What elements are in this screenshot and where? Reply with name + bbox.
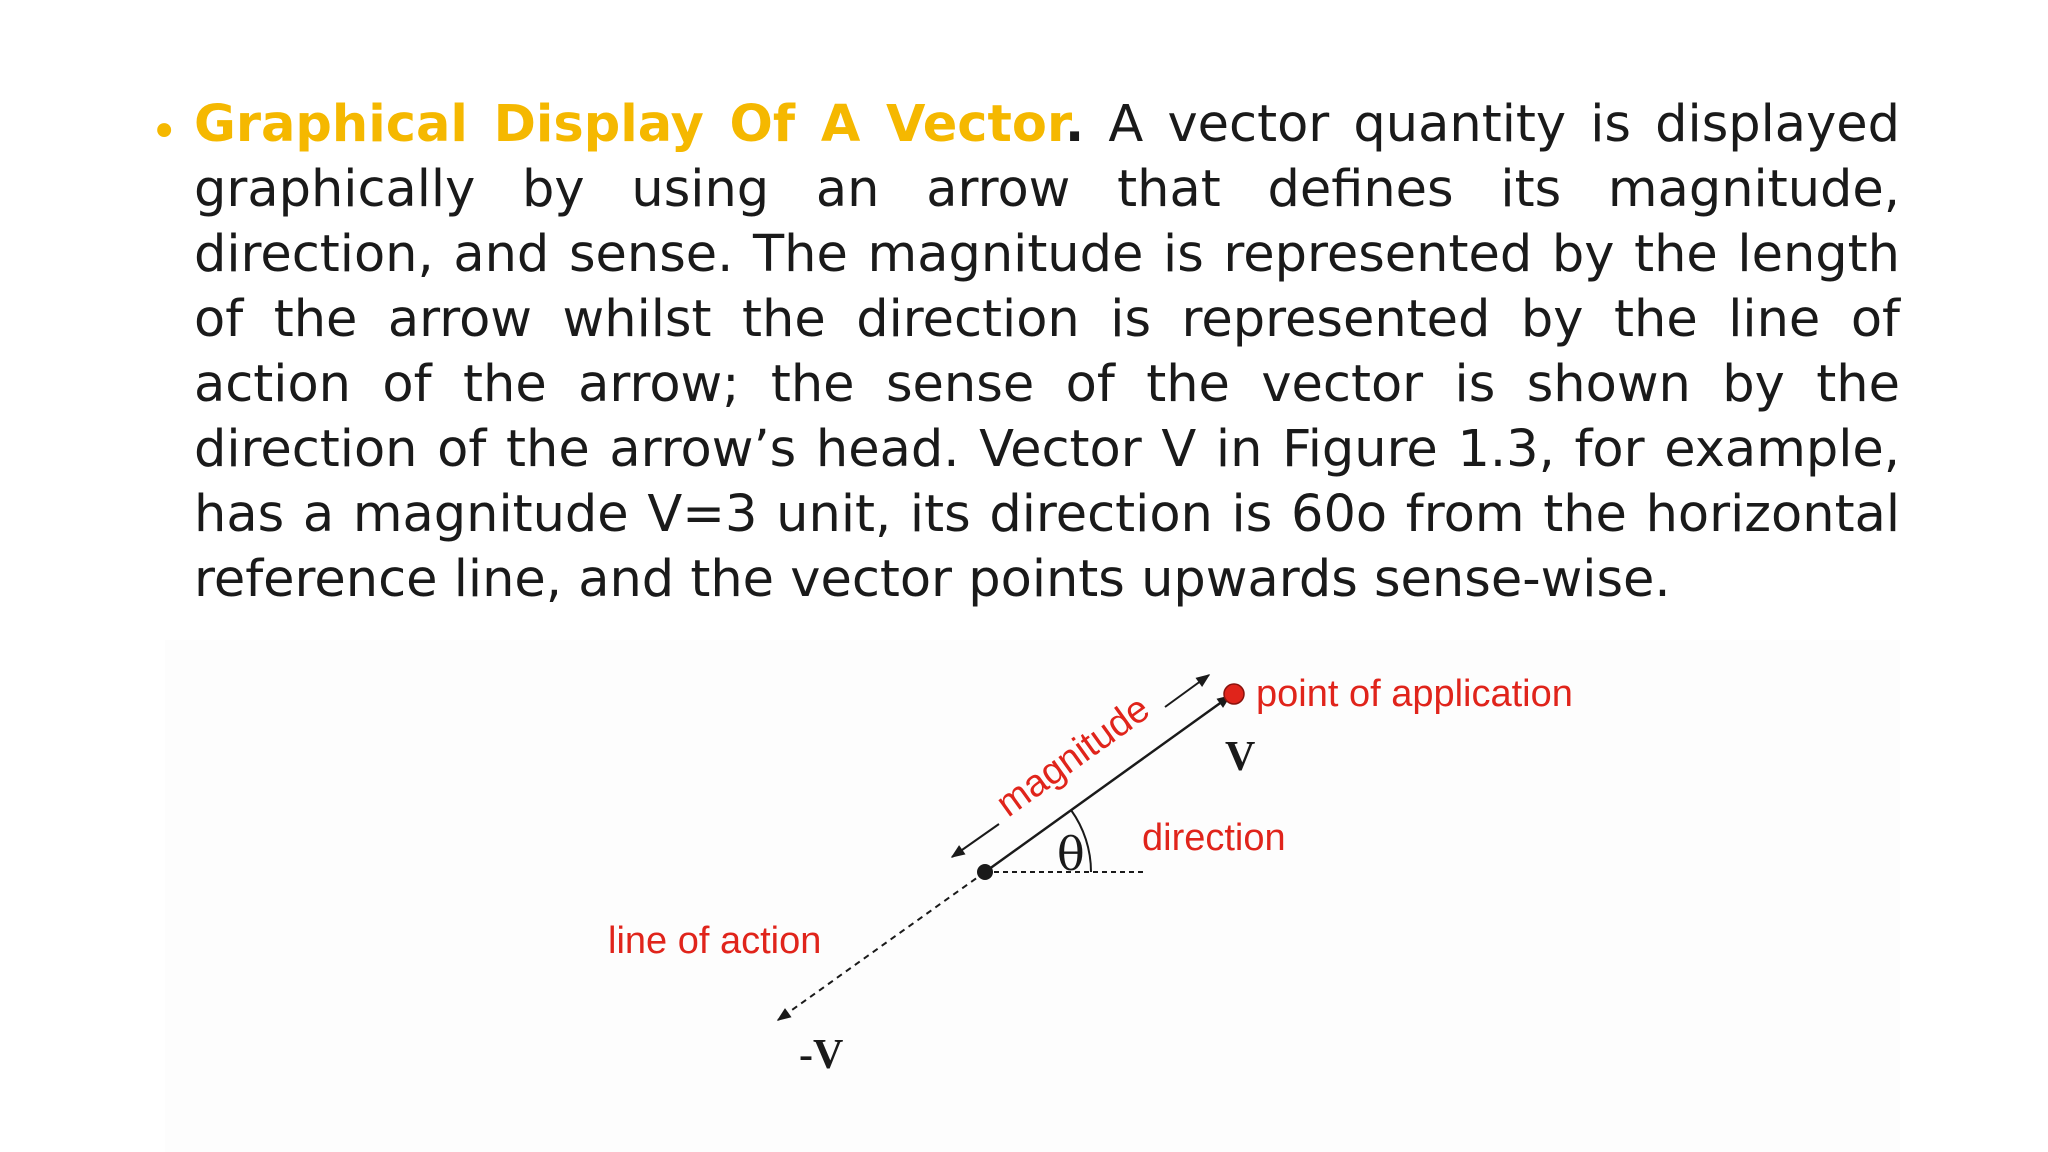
bullet-heading: Graphical Display Of A Vector: [194, 95, 1065, 154]
label-point-of-application: point of application: [1256, 673, 1573, 715]
label-theta: θ: [1057, 827, 1085, 881]
bullet-dot-icon: •: [150, 104, 179, 160]
tail-point: [977, 864, 993, 880]
vector-diagram: [165, 640, 1900, 1152]
bullet-heading-terminator: .: [1064, 95, 1085, 154]
label-magnitude: magnitude: [988, 687, 1158, 826]
vector-figure: [165, 640, 1900, 1152]
magnitude-arrow-upper: [1165, 675, 1209, 707]
point-of-application-dot: [1224, 684, 1244, 704]
bullet-body-text: A vector quantity is displayed graphically by using an arrow that defines its magnitude, direction, and sense. The magnitude is represented by the length of the arrow whilst the direction is represented by the line of action of the arrow; the sense of the vector is shown by the direction of the arrow’s head. Vector V in Figure 1.3, for example, has a magnitude V=3 unit, its direction is 60o from the horizontal reference line, and the vector points upwards sense-wise.: [194, 95, 1900, 609]
label-line-of-action: line of action: [608, 920, 822, 962]
magnitude-arrow-lower: [952, 824, 999, 857]
label-direction: direction: [1142, 817, 1286, 859]
bullet-paragraph: [194, 92, 1900, 612]
label-vector-v: V: [1225, 734, 1256, 780]
label-negative-vector: -V: [799, 1032, 844, 1078]
